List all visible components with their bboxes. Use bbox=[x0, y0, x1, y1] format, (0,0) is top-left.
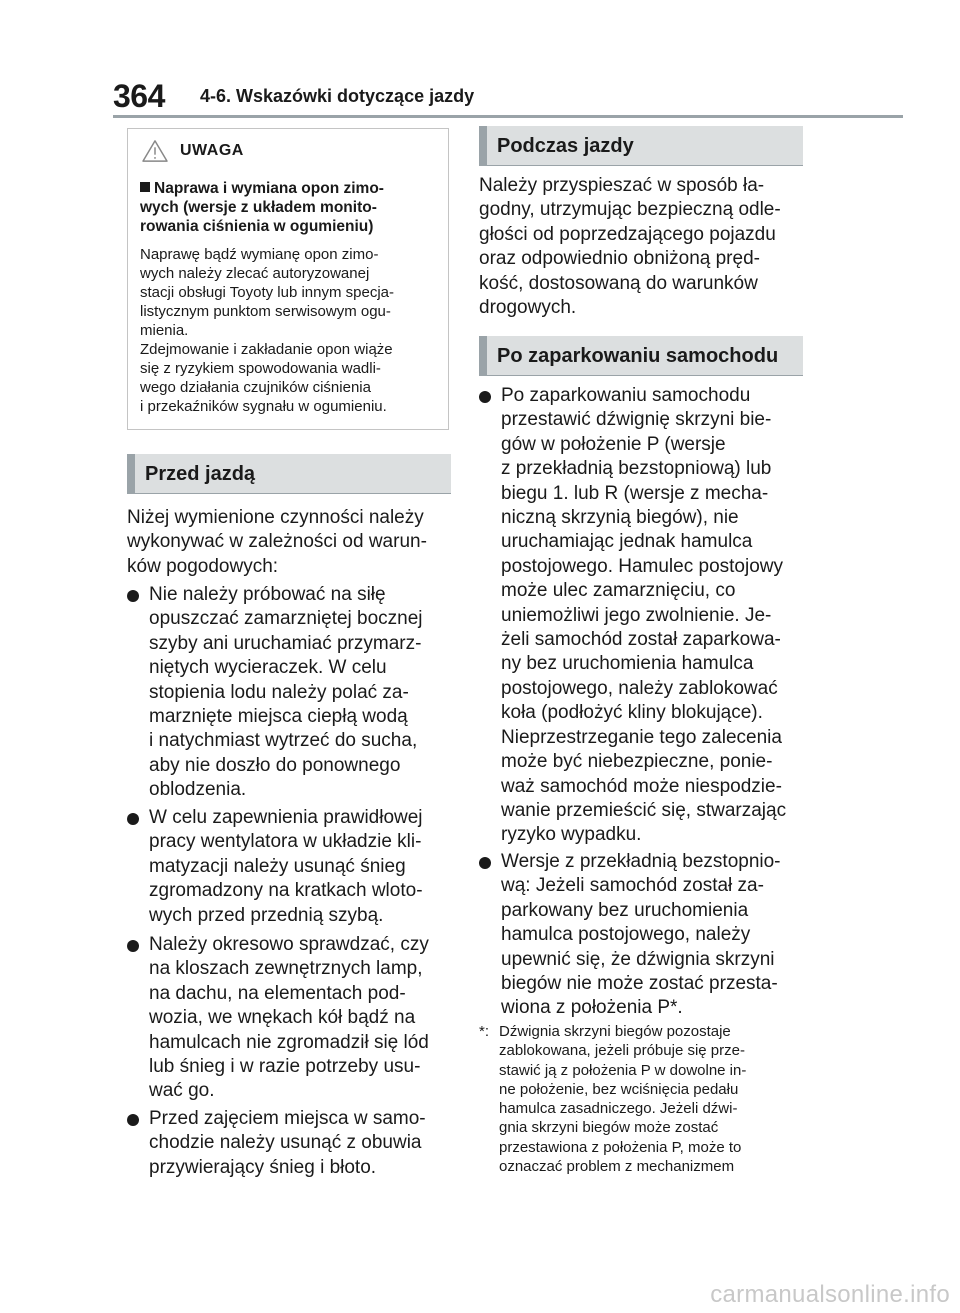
before-driving-intro: Niżej wymienione czynności należy wykonywać w zależności od warun- ków pogodowych: bbox=[127, 507, 427, 577]
heading-while-driving: Podczas jazdy bbox=[479, 126, 803, 166]
watermark: carmanualsonline.info bbox=[710, 1281, 950, 1308]
bullet-dot-icon bbox=[127, 1114, 139, 1126]
bullet-dot-icon bbox=[479, 857, 491, 869]
bullet-dot-icon bbox=[127, 813, 139, 825]
while-driving-text: Należy przyspieszać w sposób ła- godny, utrzymując bezpieczną odle- głości od poprzedzającego pojazdu oraz odpowiednio obniżoną pręd- kość, dostosowaną do warunków drogowych. bbox=[479, 175, 781, 319]
list-item-text: Należy okresowo sprawdzać, czy na kloszach zewnętrznych lamp, na dachu, na elementach pod- wozia, we wnękach kół bądź na hamulcach nie zgromadził się lód lub śnieg i w razie potrzeby usu- wać go. bbox=[149, 934, 429, 1102]
bullet-dot-icon bbox=[127, 940, 139, 952]
warning-box bbox=[127, 128, 449, 430]
heading-before-driving: Przed jazdą bbox=[127, 454, 451, 494]
header-divider bbox=[113, 115, 903, 118]
square-bullet-icon bbox=[140, 182, 150, 192]
list-item-text: Przed zajęciem miejsca w samo- chodzie należy usunąć z obuwia przywierający śnieg i błoto. bbox=[149, 1108, 426, 1178]
list-item-text: Nie należy próbować na siłę opuszczać zamarzniętej bocznej szyby ani uruchamiać przymarz- niętych wycieraczek. W celu stopienia lodu należy polać za- marznięte miejsca ciepłą wodą i natychmiast wytrzeć do sucha, aby nie doszło do ponownego oblodzenia. bbox=[149, 584, 423, 801]
bullet-dot-icon bbox=[127, 590, 139, 602]
warning-header bbox=[140, 139, 244, 163]
footnote-mark: *: bbox=[479, 1023, 490, 1040]
section-title: 4-6. Wskazówki dotyczące jazdy bbox=[200, 86, 475, 106]
page-number: 364 bbox=[113, 78, 165, 114]
list-item-text: Wersje z przekładnią bezstopnio- wą: Jeżeli samochód został za- parkowany bez uruchomienia hamulca postojowego, należy upewnić się, że dźwignia skrzyni biegów nie może zostać przesta- wiona z położenia P*. bbox=[501, 851, 781, 1019]
heading-after-parking: Po zaparkowaniu samochodu bbox=[479, 336, 803, 376]
bullet-dot-icon bbox=[479, 391, 491, 403]
list-item-text: Po zaparkowaniu samochodu przestawić dźwignię skrzyni bie- gów w położenie P (wersje z przekładnią bezstopniową) lub biegu 1. lub R (wersje z mecha- niczną skrzynią biegów), nie uruchamiając jednak hamulca postojowego. Hamulec postojowy może ulec zamarznięciu, co uniemożliwi jego zwolnienie. Je- żeli samochód został zaparkowa- ny bez uruchomienia hamulca postojowego, należy zablokować koła (podłożyć kliny blokujące). Nieprzestrzeganie tego zalecenia może być niebezpieczne, ponie- waż samochód może niespodzie- wanie przemieścić się, stwarzając ryzyko wypadku. bbox=[501, 385, 787, 846]
warning-label: UWAGA bbox=[180, 142, 244, 159]
list-item-text: W celu zapewnienia prawidłowej pracy wentylatora w układzie kli- matyzacji należy usunąć śnieg zgromadzony na kratkach wloto- wych przed przednią szybą. bbox=[149, 807, 423, 926]
warning-body: Naprawę bądź wymianę opon zimo- wych należy zlecać autoryzowanej stacji obsługi Toyoty lub innym specja- listycznym punktom serwisowym ogu- mienia. Zdejmowanie i zakładanie opon wiąże się z ryzykiem spowodowania wadli- wego działania czujników ciśnienia i przekaźników sygnału w ogumieniu. bbox=[140, 246, 395, 415]
footnote-text: Dźwignia skrzyni biegów pozostaje zablokowana, jeżeli próbuje się prze- stawić ją z położenia P w dowolne in- ne położenie, bez wciśnięcia pedału hamulca zasadniczego. Jeżeli dźwi- gnia skrzyni biegów może zostać przestawiona z położenia P, może to oznaczać problem z mechanizmem bbox=[499, 1023, 747, 1176]
warning-subheading-text: Naprawa i wymiana opon zimo- wych (wersje z układem monito- rowania ciśnienia w ogumieniu) bbox=[140, 180, 384, 235]
warning-triangle-icon bbox=[140, 139, 170, 163]
warning-subheading bbox=[140, 179, 440, 236]
